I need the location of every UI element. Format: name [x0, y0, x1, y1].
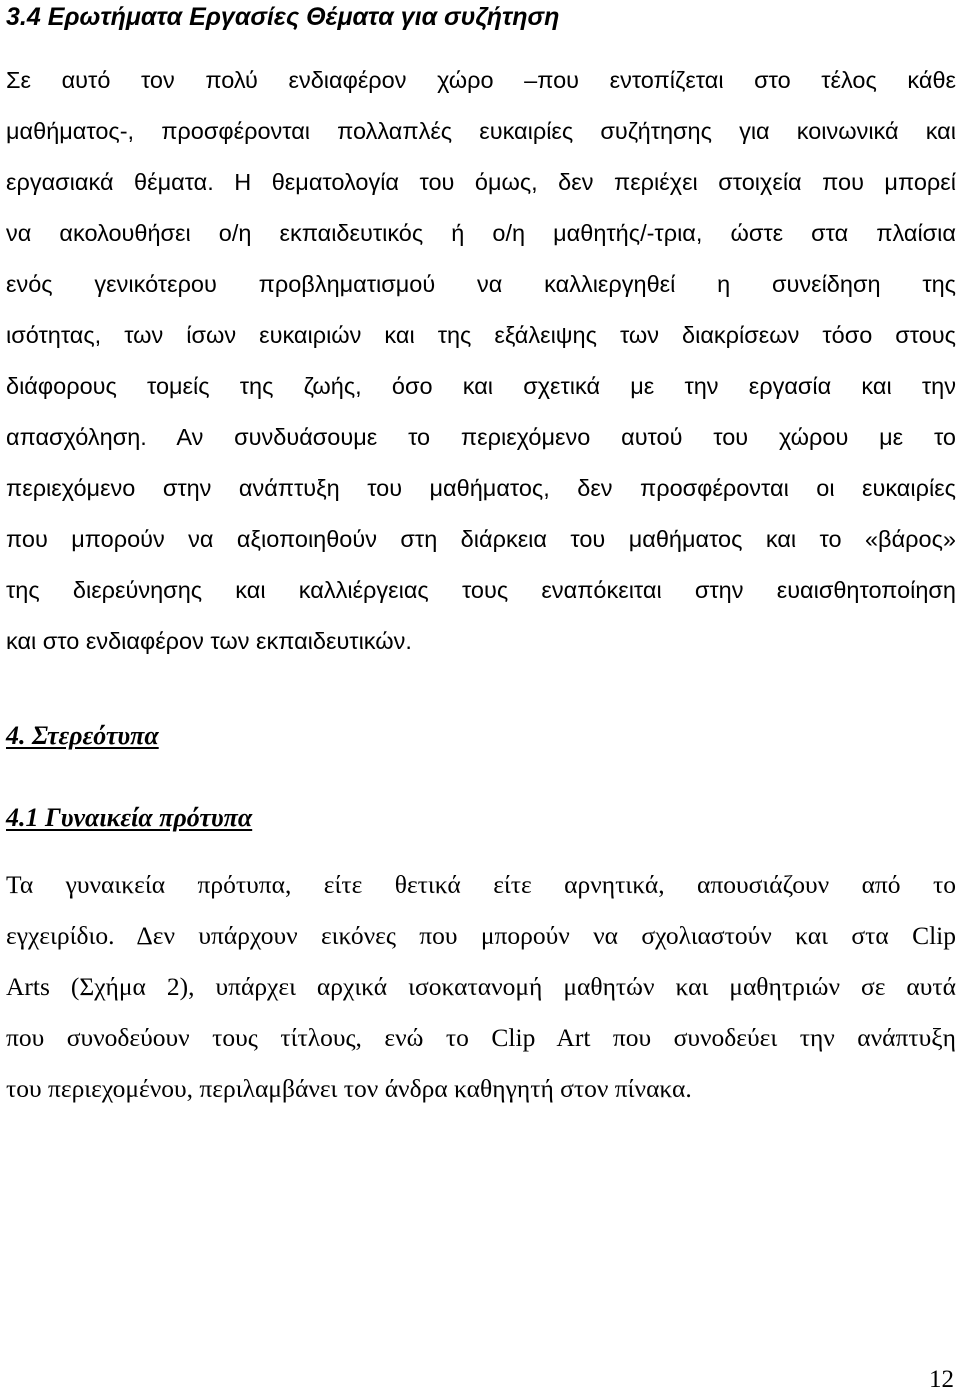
heading-female-models: 4.1 Γυναικεία πρότυπα — [6, 803, 253, 832]
paragraph-female-models — [6, 859, 956, 1114]
heading-stereotypes: 4. Στερεότυπα — [6, 721, 159, 750]
section-heading: 3.4 Ερωτήματα Εργασίες Θέματα για συζήτηση — [6, 3, 560, 31]
text-line: Σε αυτό τον πολύ ενδιαφέρον χώρο –που εντοπίζεται στο τέλος κάθε — [6, 67, 956, 93]
text-line: περιεχόμενο στην ανάπτυξη του μαθήματος, δεν προσφέρονται οι ευκαιρίες — [6, 475, 956, 501]
text-line: εγχειρίδιο. Δεν υπάρχουν εικόνες που μπορούν να σχολιαστούν και στα Clip — [6, 921, 956, 950]
paragraph-discussion-topics — [6, 55, 956, 667]
text-line: Τα γυναικεία πρότυπα, είτε θετικά είτε αρνητικά, απουσιάζουν από το — [6, 870, 956, 899]
page-number: 12 — [929, 1366, 954, 1393]
text-line: που συνοδεύουν τους τίτλους, ενώ το Clip Art που συνοδεύει την ανάπτυξη — [6, 1023, 956, 1052]
text-line: του περιεχομένου, περιλαμβάνει τον άνδρα καθηγητή στον πίνακα. — [6, 1074, 692, 1103]
text-line: της διερεύνησης και καλλιέργειας τους εναπόκειται στην ευαισθητοποίηση — [6, 577, 956, 603]
text-line: εργασιακά θέματα. Η θεματολογία του όμως, δεν περιέχει στοιχεία που μπορεί — [6, 169, 956, 195]
text-line: και στο ενδιαφέρον των εκπαιδευτικών. — [6, 628, 412, 654]
text-line: ενός γενικότερου προβληματισμού να καλλιεργηθεί η συνείδηση της — [6, 271, 956, 297]
text-line: ισότητας, των ίσων ευκαιριών και της εξάλειψης των διακρίσεων τόσο στους — [6, 322, 956, 348]
text-line: να ακολουθήσει ο/η εκπαιδευτικός ή ο/η μαθητής/-τρια, ώστε στα πλαίσια — [6, 220, 956, 246]
text-line: Arts (Σχήμα 2), υπάρχει αρχικά ισοκατανομή μαθητών και μαθητριών σε αυτά — [6, 972, 956, 1001]
text-line: διάφορους τομείς της ζωής, όσο και σχετικά με την εργασία και την — [6, 373, 956, 399]
text-line: απασχόληση. Αν συνδυάσουμε το περιεχόμενο αυτού του χώρου με το — [6, 424, 956, 450]
text-line: που μπορούν να αξιοποιηθούν στη διάρκεια του μαθήματος και το «βάρος» — [6, 526, 956, 552]
text-line: μαθήματος-, προσφέρονται πολλαπλές ευκαιρίες συζήτησης για κοινωνικά και — [6, 118, 956, 144]
